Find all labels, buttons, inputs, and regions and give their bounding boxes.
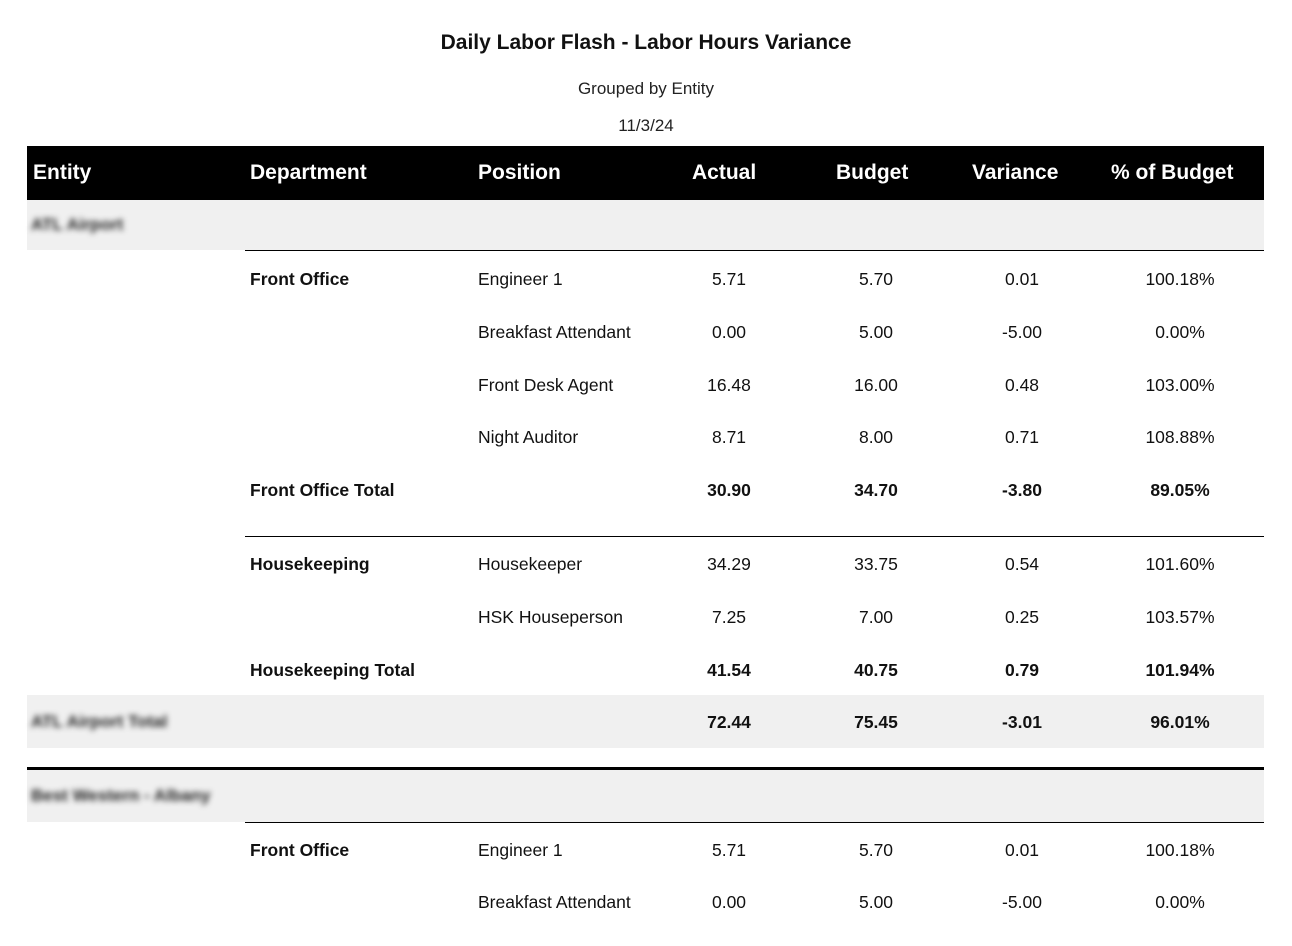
pct-budget-cell: 100.18% — [1145, 840, 1215, 860]
department-name: Front Office — [250, 840, 350, 860]
department-name: Front Office — [250, 269, 350, 289]
variance-total-cell: -3.80 — [1002, 480, 1042, 500]
budget-cell: 5.00 — [858, 322, 894, 342]
variance-cell: 0.71 — [1004, 427, 1040, 447]
column-header-pct-of-budget: % of Budget — [1111, 161, 1234, 184]
budget-cell: 7.00 — [858, 607, 894, 627]
budget-cell: 5.70 — [858, 840, 894, 860]
entity-name: Best Western - Albany — [31, 786, 211, 805]
position-cell: Front Desk Agent — [478, 375, 614, 395]
actual-cell: 0.00 — [711, 892, 747, 912]
pct-budget-cell: 101.60% — [1145, 554, 1215, 574]
position-cell: Breakfast Attendant — [478, 892, 631, 912]
position-cell: Breakfast Attendant — [478, 322, 631, 342]
position-cell: HSK Houseperson — [478, 607, 623, 627]
position-cell: Engineer 1 — [478, 269, 563, 289]
column-header-budget: Budget — [836, 161, 909, 184]
entity-group-row — [27, 770, 1264, 822]
actual-cell: 8.71 — [711, 427, 747, 447]
pct-budget-cell: 103.57% — [1145, 607, 1215, 627]
column-header-department: Department — [250, 161, 367, 184]
department-total-label: Front Office Total — [250, 480, 395, 500]
variance-cell: -5.00 — [1002, 322, 1042, 342]
pct-budget-cell: 0.00% — [1155, 322, 1205, 342]
actual-total-cell: 41.54 — [707, 660, 751, 680]
department-name: Housekeeping — [250, 554, 370, 574]
budget-cell: 8.00 — [858, 427, 894, 447]
budget-cell: 5.00 — [858, 892, 894, 912]
report-title: Daily Labor Flash - Labor Hours Variance — [440, 31, 852, 54]
variance-cell: 0.25 — [1004, 607, 1040, 627]
entity-total-label: ATL Airport Total — [31, 712, 168, 731]
pct-budget-cell: 0.00% — [1155, 892, 1205, 912]
budget-cell: 33.75 — [854, 554, 898, 574]
position-cell: Housekeeper — [478, 554, 583, 574]
table-header — [27, 146, 1264, 200]
variance-total-cell: 0.79 — [1004, 660, 1040, 680]
column-header-position: Position — [478, 161, 561, 184]
budget-cell: 16.00 — [854, 375, 898, 395]
variance-cell: 0.48 — [1004, 375, 1040, 395]
pct-budget-cell: 100.18% — [1145, 269, 1215, 289]
report-subtitle: Grouped by Entity — [577, 79, 715, 98]
variance-cell: -5.00 — [1002, 892, 1042, 912]
actual-cell: 34.29 — [707, 554, 751, 574]
divider — [245, 536, 1264, 537]
column-header-variance: Variance — [972, 161, 1059, 184]
column-header-entity: Entity — [33, 161, 92, 184]
actual-total-cell: 72.44 — [707, 712, 751, 732]
column-header-actual: Actual — [692, 161, 757, 184]
report-date: 11/3/24 — [618, 116, 674, 135]
variance-cell: 0.54 — [1004, 554, 1040, 574]
actual-cell: 16.48 — [707, 375, 751, 395]
actual-cell: 0.00 — [711, 322, 747, 342]
variance-cell: 0.01 — [1004, 840, 1040, 860]
position-cell: Night Auditor — [478, 427, 579, 447]
actual-cell: 7.25 — [711, 607, 747, 627]
variance-total-cell: -3.01 — [1002, 712, 1042, 732]
budget-total-cell: 40.75 — [854, 660, 898, 680]
actual-cell: 5.71 — [711, 269, 747, 289]
variance-cell: 0.01 — [1004, 269, 1040, 289]
pct-budget-cell: 103.00% — [1145, 375, 1215, 395]
budget-cell: 5.70 — [858, 269, 894, 289]
entity-name: ATL Airport — [31, 215, 124, 234]
budget-total-cell: 75.45 — [854, 712, 898, 732]
actual-total-cell: 30.90 — [707, 480, 751, 500]
actual-cell: 5.71 — [711, 840, 747, 860]
position-cell: Engineer 1 — [478, 840, 563, 860]
divider — [245, 250, 1264, 251]
pct-budget-total-cell: 96.01% — [1150, 712, 1210, 732]
department-total-label: Housekeeping Total — [250, 660, 415, 680]
pct-budget-total-cell: 101.94% — [1145, 660, 1215, 680]
budget-total-cell: 34.70 — [854, 480, 898, 500]
pct-budget-cell: 108.88% — [1145, 427, 1215, 447]
pct-budget-total-cell: 89.05% — [1150, 480, 1210, 500]
entity-group-row — [27, 200, 1264, 250]
divider — [245, 822, 1264, 823]
